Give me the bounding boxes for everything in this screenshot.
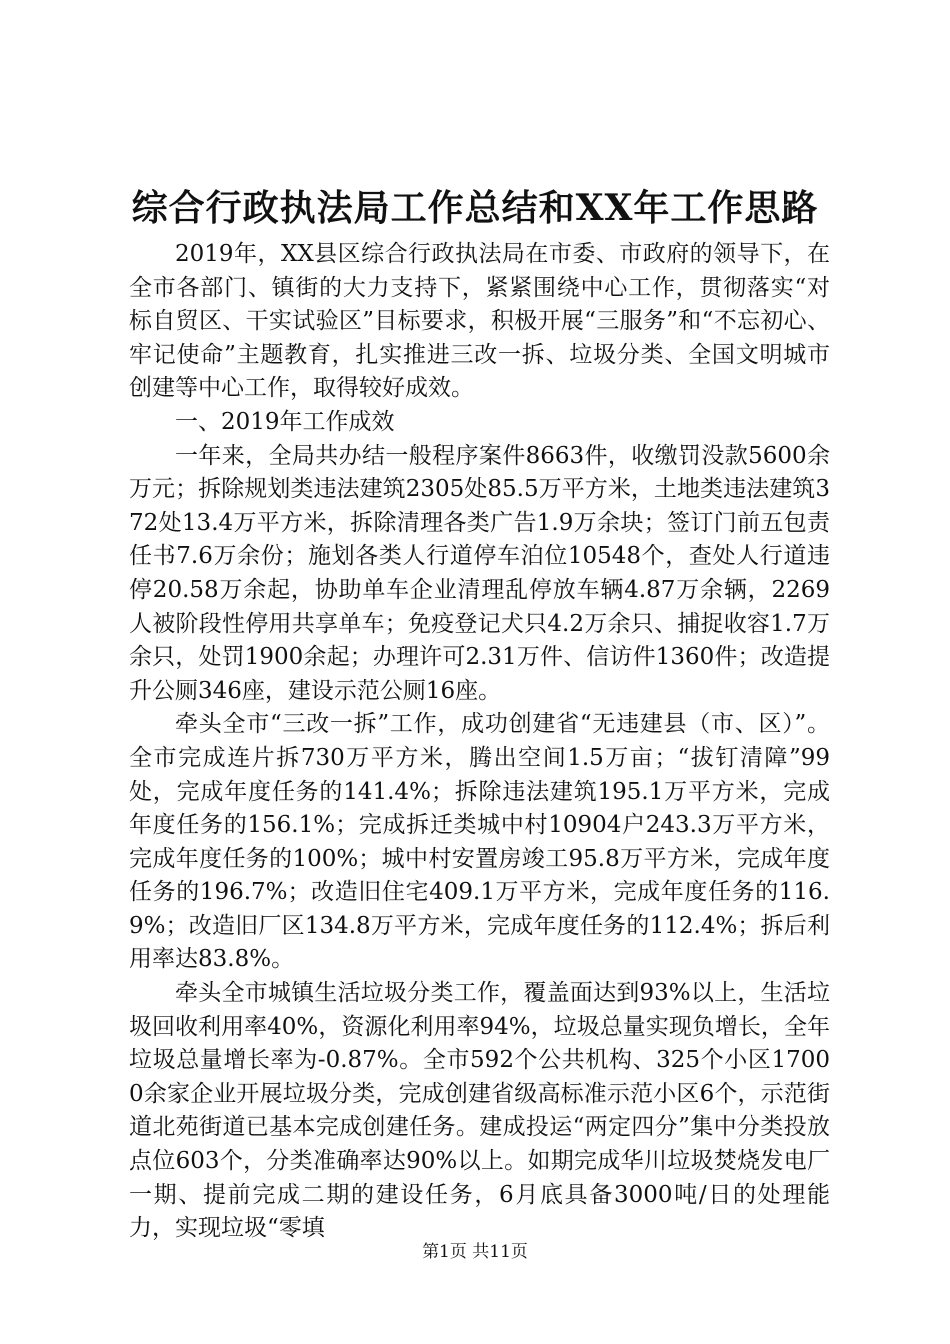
section-heading: 一、2019年工作成效 [175, 408, 395, 435]
paragraph-intro: 2019年，XX县区综合行政执法局在市委、市政府的领导下，在全市各部门、镇街的大力支持下，紧紧围绕中心工作，贯彻落实“对标自贸区、干实试验区”目标要求，积极开展“三服务”和“不忘初心、牢记使命”主题教育，扎实推进三改一拆、垃圾分类、全国文明城市创建等中心工作，取得较好成效。 [129, 241, 830, 402]
paragraph-garbage-sorting: 牵头全市城镇生活垃圾分类工作，覆盖面达到93%以上，生活垃圾回收利用率40%，资源化利用率94%，垃圾总量实现负增长，全年垃圾总量增长率为-0.87%。全市592个公共机构、325个小区17000余家企业开展垃圾分类，完成创建省级高标准示范小区6个，示范街道北苑街道已基本完成创建任务。建成投运“两定四分”集中分类投放点位603个，分类准确率达90%以上。如期完成华川垃圾焚烧发电厂一期、提前完成二期的建设任务，6月底具备3000吨/日的处理能力，实现垃圾“零填 [129, 980, 830, 1242]
document-body [129, 238, 830, 1246]
paragraph-demolition: 牵头全市“三改一拆”工作，成功创建省“无违建县（市、区）”。全市完成连片拆730万平方米，腾出空间1.5万亩；“拔钉清障”99处，完成年度任务的141.4%；拆除违法建筑195.1万平方米，完成年度任务的156.1%；完成拆迁类城中村10904户243.3万平方米，完成年度任务的100%；城中村安置房竣工95.8万平方米，完成年度任务的196.7%；改造旧住宅409.1万平方米，完成年度任务的116.9%；改造旧厂区134.8万平方米，完成年度任务的112.4%；拆后利用率达83.8%。 [129, 711, 830, 973]
document-title: 综合行政执法局工作总结和XX年工作思路 [131, 187, 819, 229]
paragraph-results: 一年来，全局共办结一般程序案件8663件，收缴罚没款5600余万元；拆除规划类违法建筑2305处85.5万平方米，土地类违法建筑372处13.4万平方米，拆除清理各类广告1.9万余块；签订门前五包责任书7.6万余份；施划各类人行道停车泊位10548个，查处人行道违停20.58万余起，协助单车企业清理乱停放车辆4.87万余辆，2269人被阶段性停用共享单车；免疫登记犬只4.2万余只、捕捉收容1.7万余只，处罚1900余起；办理许可2.31万件、信访件1360件；改造提升公厕346座，建设示范公厕16座。 [129, 442, 830, 704]
page-number-footer: 第1页 共11页 [422, 1242, 528, 1262]
